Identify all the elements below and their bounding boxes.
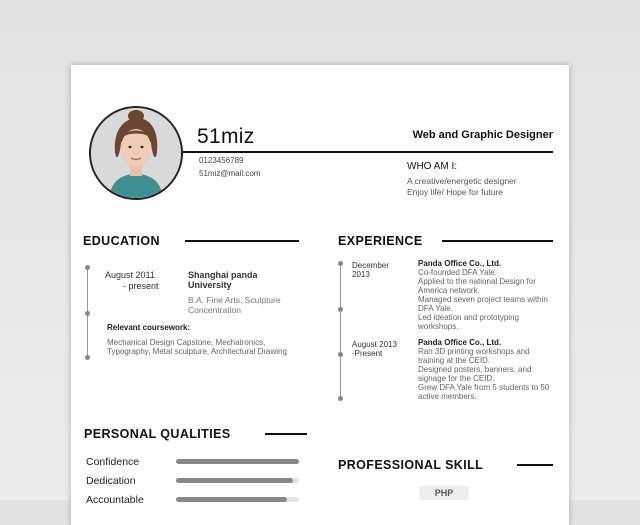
experience-date: 2013: [352, 270, 370, 279]
quality-bar: [176, 459, 299, 464]
candidate-name: 51miz: [197, 125, 255, 148]
coursework-text: Typography, Metal sculpture, Architectural Drawing: [107, 347, 287, 356]
timeline-dot: [338, 352, 343, 357]
qualities-rule: [265, 433, 307, 435]
education-heading: EDUCATION: [83, 234, 160, 248]
experience-rule: [442, 240, 553, 242]
experience-date: December: [352, 261, 389, 270]
timeline-dot: [85, 265, 90, 270]
coursework-heading: Relevant coursework:: [107, 323, 191, 332]
timeline-dot: [338, 396, 343, 401]
timeline-dot: [338, 307, 343, 312]
timeline-dot: [85, 355, 90, 360]
experience-detail: workshops.: [418, 322, 459, 331]
resume-page: [71, 65, 569, 525]
who-am-i-line: Enjoy life/ Hope for future: [407, 187, 503, 197]
experience-detail: Applied to the national Design for: [418, 277, 536, 286]
email-address: 51miz@mail.com: [199, 169, 261, 178]
experience-detail: training at the CEID.: [418, 356, 491, 365]
quality-bar-fill: [176, 478, 293, 483]
who-am-i-heading: WHO AM I:: [407, 161, 457, 172]
experience-company: Panda Office Co., Ltd.: [418, 338, 502, 347]
timeline-dot: [85, 311, 90, 316]
experience-detail: Designed posters, banners, and: [418, 365, 532, 374]
quality-bar-fill: [176, 459, 299, 464]
quality-label: Accountable: [86, 494, 144, 506]
experience-detail: Ran 3D printing workshops and: [418, 347, 530, 356]
job-title: Web and Graphic Designer: [412, 129, 553, 141]
experience-date: -Present: [352, 349, 383, 358]
degree: Concentration: [188, 305, 241, 315]
experience-date: August 2013: [352, 340, 397, 349]
quality-label: Confidence: [86, 456, 140, 468]
who-am-i-line: A creative/energetic designer: [407, 176, 517, 186]
education-date: August 2011: [105, 270, 155, 280]
profile-photo: [89, 106, 183, 200]
qualities-heading: PERSONAL QUALITIES: [84, 427, 231, 441]
experience-detail: Managed seven project teams within: [418, 295, 548, 304]
experience-detail: active members.: [418, 392, 477, 401]
degree: B.A. Fine Arts, Sculpture: [188, 295, 281, 305]
experience-timeline: [340, 262, 341, 398]
header-rule: [183, 151, 553, 153]
experience-company: Panda Office Co., Ltd.: [418, 259, 502, 268]
experience-detail: DFA Yale.: [418, 304, 453, 313]
coursework-text: Mechanical Design Capstone, Mechatronics,: [107, 338, 266, 347]
phone-number: 0123456789: [199, 156, 244, 165]
skill-tag: PHP: [419, 486, 469, 500]
quality-bar: [176, 478, 299, 483]
school-name: University: [188, 280, 232, 290]
experience-detail: signage for the CEID.: [418, 374, 495, 383]
experience-detail: America network.: [418, 286, 480, 295]
experience-detail: Grew DFA Yale from 5 students to 50: [418, 383, 550, 392]
experience-detail: Co-founded DFA Yale.: [418, 268, 497, 277]
experience-detail: Led ideation and prototyping: [418, 313, 519, 322]
school-name: Shanghai panda: [188, 270, 258, 280]
skills-rule: [517, 464, 553, 466]
quality-label: Dedication: [86, 475, 136, 487]
education-rule: [185, 240, 299, 242]
education-date: - present: [123, 281, 159, 291]
experience-heading: EXPERIENCE: [338, 234, 423, 248]
skills-heading: PROFESSIONAL SKILL: [338, 458, 484, 472]
timeline-dot: [338, 261, 343, 266]
